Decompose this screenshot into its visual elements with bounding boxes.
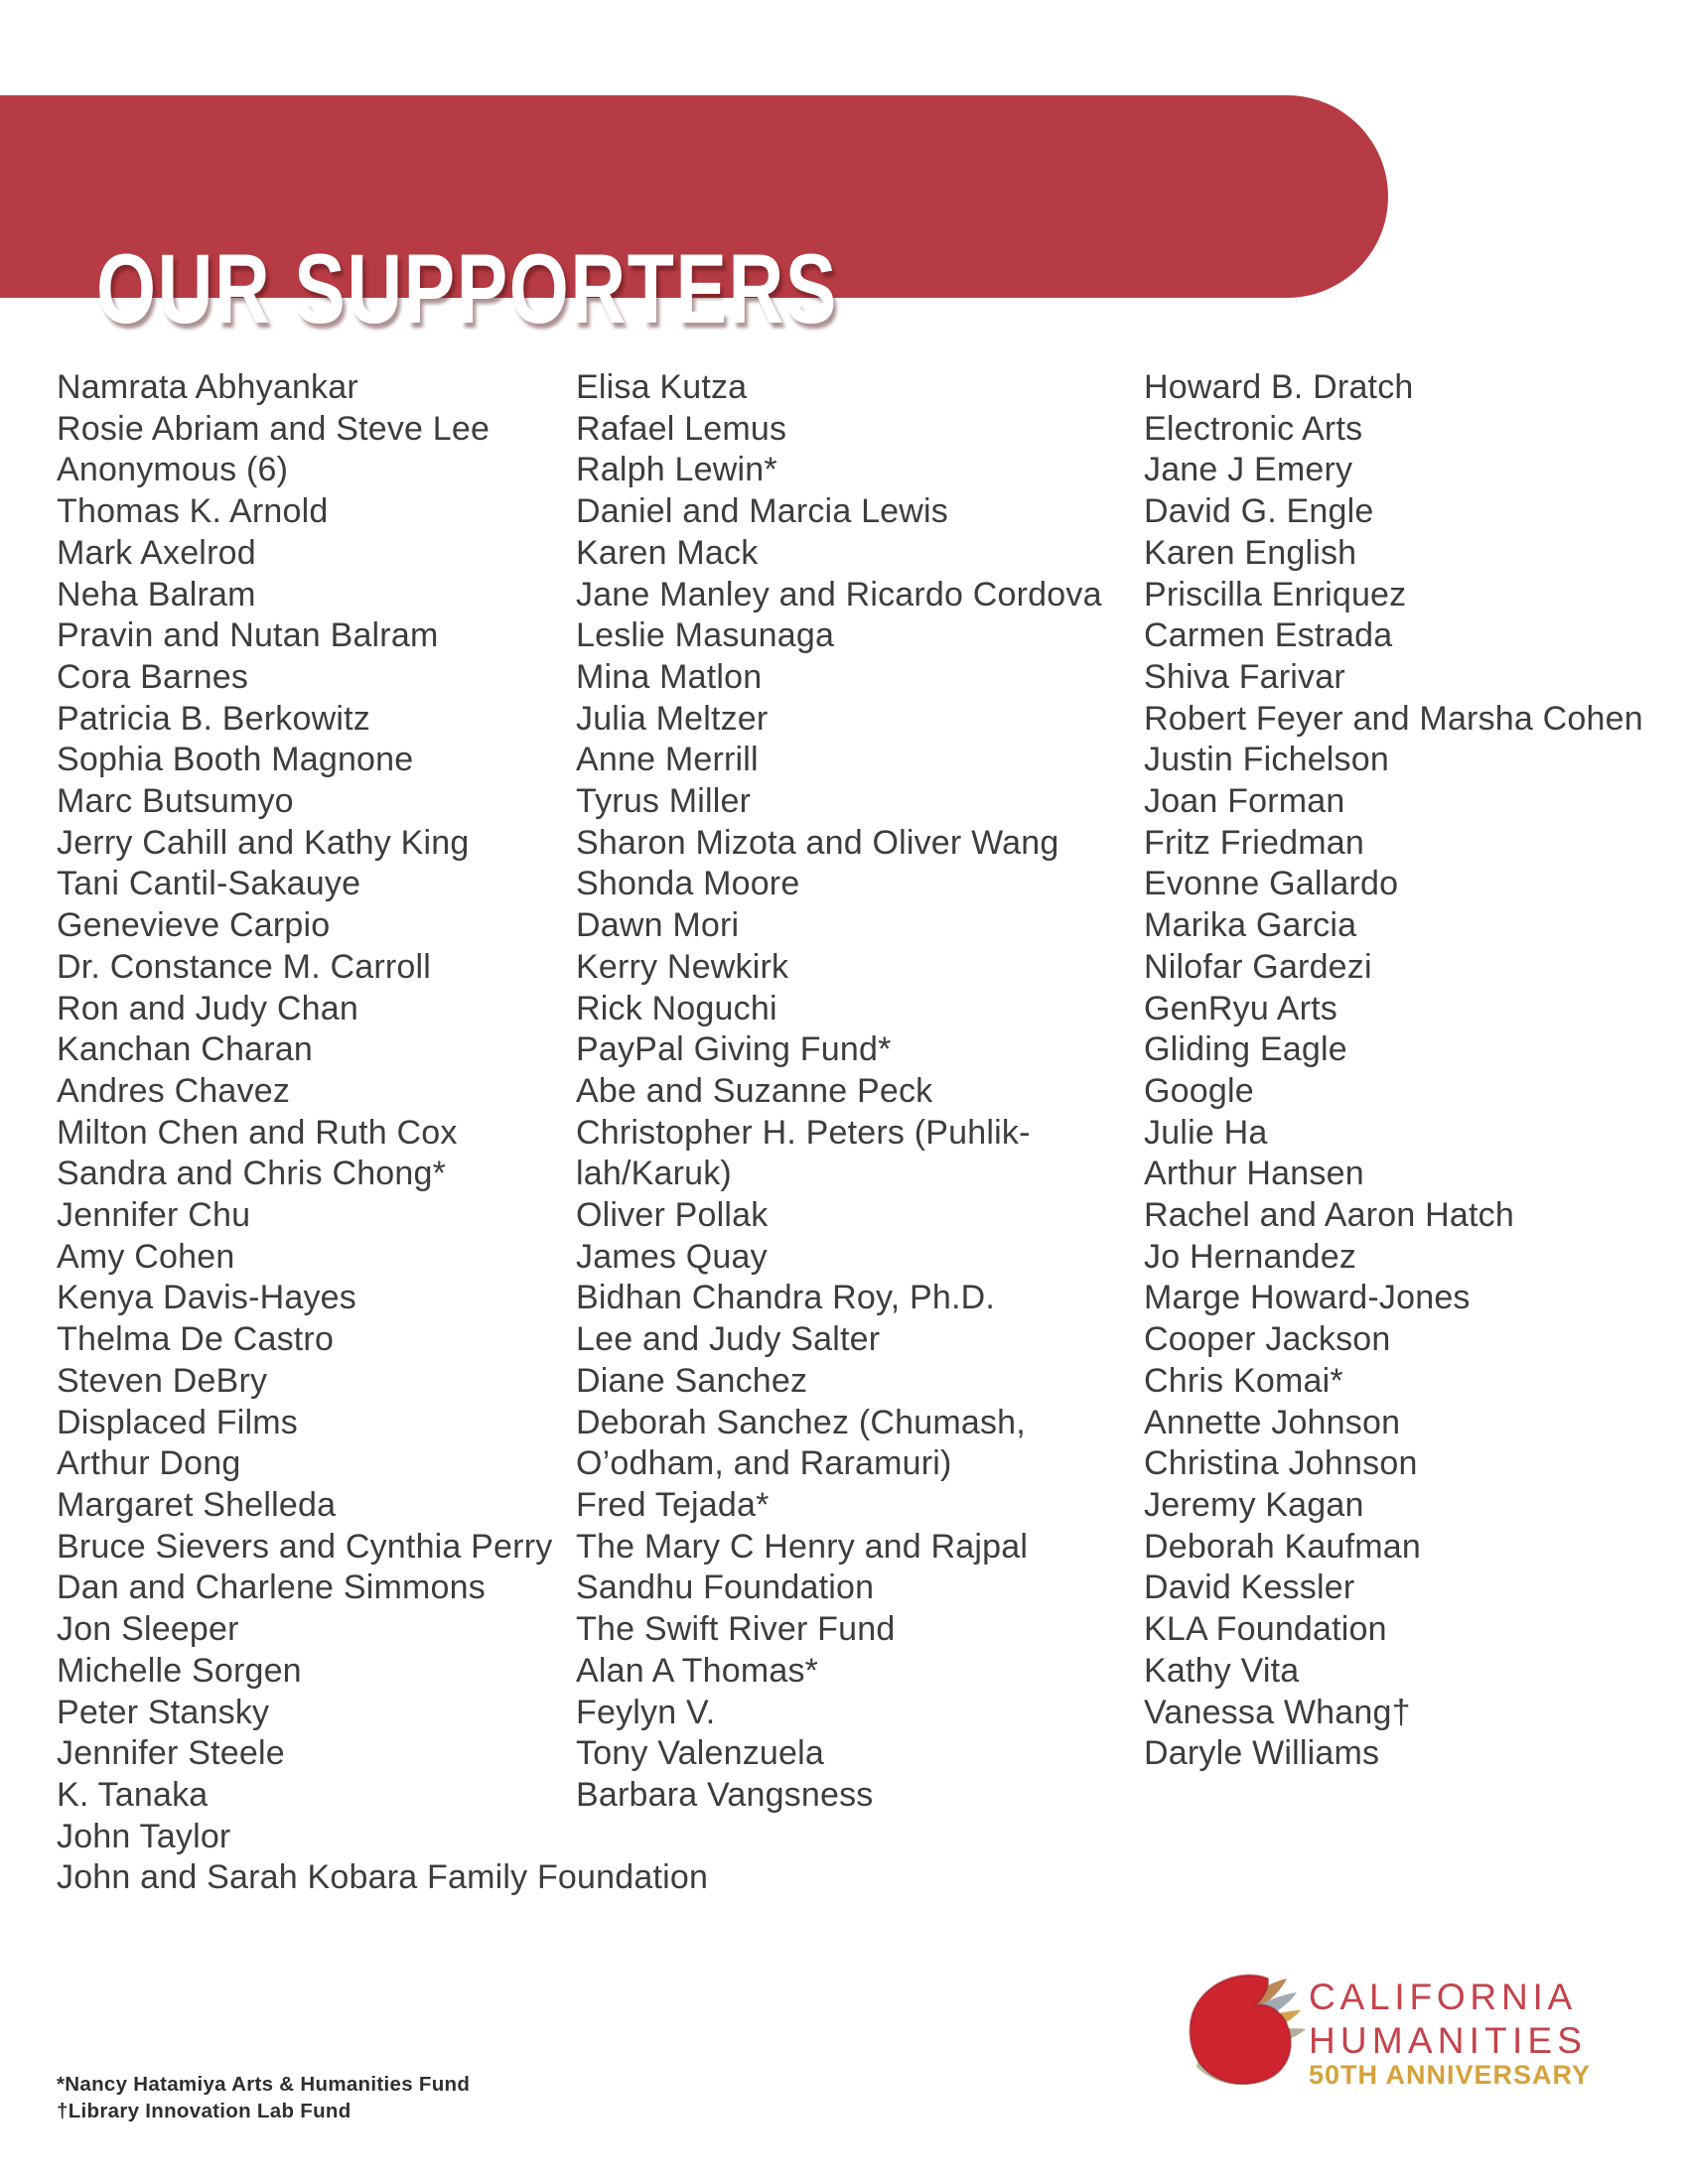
- supporter-name: Robert Feyer and Marsha Cohen: [1144, 699, 1643, 738]
- supporter-name: Peter Stansky: [57, 1693, 270, 1731]
- supporter-name: John and Sarah Kobara Family Foundation: [57, 1858, 709, 1897]
- supporter-name: Neha Balram: [57, 575, 256, 614]
- supporter-name: Christina Johnson: [1144, 1444, 1418, 1483]
- supporter-name: Lee and Judy Salter: [576, 1320, 881, 1359]
- flame-mark-icon: [1184, 1971, 1315, 2092]
- logo-anniversary-text: 50TH ANNIVERSARY: [1309, 2060, 1592, 2090]
- supporter-name: The Mary C Henry and Rajpal: [576, 1527, 1029, 1566]
- supporter-name: Jerry Cahill and Kathy King: [57, 823, 470, 862]
- page-banner: [0, 95, 1388, 343]
- supporter-name: Chris Komai*: [1144, 1361, 1343, 1400]
- supporter-name: Fritz Friedman: [1144, 823, 1364, 862]
- supporter-name: Margaret Shelleda: [57, 1485, 337, 1524]
- supporter-name: Arthur Hansen: [1144, 1155, 1364, 1193]
- supporter-name: Abe and Suzanne Peck: [576, 1071, 933, 1110]
- supporter-name: Karen Mack: [576, 533, 759, 572]
- supporter-name: Google: [1144, 1071, 1254, 1110]
- supporter-name: Dan and Charlene Simmons: [57, 1569, 486, 1607]
- supporter-name: Leslie Masunaga: [576, 616, 835, 655]
- supporter-name: Patricia B. Berkowitz: [57, 699, 370, 738]
- supporter-name: Genevieve Carpio: [57, 906, 331, 945]
- supporter-name: Rick Noguchi: [576, 989, 777, 1027]
- supporter-name: Sharon Mizota and Oliver Wang: [576, 823, 1059, 862]
- supporter-name: Shiva Farivar: [1144, 657, 1345, 696]
- supporter-name: Kanchan Charan: [57, 1030, 313, 1069]
- supporter-name: Namrata Abhyankar: [57, 368, 358, 406]
- supporter-name: Rafael Lemus: [576, 409, 787, 448]
- supporters-column-3: [1144, 367, 1643, 1775]
- supporter-name: Thomas K. Arnold: [57, 492, 329, 531]
- supporter-name: Sandra and Chris Chong*: [57, 1155, 447, 1193]
- footnotes: [57, 2071, 470, 2124]
- page-title: OUR SUPPORTERS: [96, 233, 838, 343]
- supporter-name: The Swift River Fund: [576, 1610, 896, 1649]
- supporter-name: Howard B. Dratch: [1144, 368, 1414, 406]
- supporter-name: Michelle Sorgen: [57, 1651, 302, 1690]
- supporter-name: Annette Johnson: [1144, 1403, 1401, 1441]
- supporter-name: Kathy Vita: [1144, 1651, 1300, 1690]
- supporter-name: Tyrus Miller: [576, 782, 752, 821]
- supporter-name: David G. Engle: [1144, 492, 1374, 531]
- supporter-name: Sandhu Foundation: [576, 1569, 875, 1607]
- supporter-name: Marc Butsumyo: [57, 782, 294, 821]
- supporter-name: Jennifer Chu: [57, 1196, 251, 1235]
- supporter-name: Jennifer Steele: [57, 1734, 285, 1773]
- supporter-name: Daryle Williams: [1144, 1734, 1380, 1773]
- supporter-name: K. Tanaka: [57, 1775, 209, 1814]
- supporter-name: PayPal Giving Fund*: [576, 1030, 892, 1069]
- supporter-name: Displaced Films: [57, 1403, 298, 1441]
- supporter-name: Milton Chen and Ruth Cox: [57, 1113, 458, 1152]
- supporter-name: Dr. Constance M. Carroll: [57, 947, 432, 986]
- supporter-name: Feylyn V.: [576, 1693, 716, 1731]
- supporter-name: Amy Cohen: [57, 1237, 235, 1276]
- supporter-name: Marika Garcia: [1144, 906, 1357, 945]
- supporter-name: Mark Axelrod: [57, 533, 256, 572]
- supporter-name: Dawn Mori: [576, 906, 740, 945]
- supporter-name: Jane Manley and Ricardo Cordova: [576, 575, 1102, 614]
- supporter-name: Bruce Sievers and Cynthia Perry: [57, 1527, 553, 1566]
- supporter-name: Rosie Abriam and Steve Lee: [57, 409, 491, 448]
- supporters-column-2: [576, 367, 1102, 1817]
- supporter-name: Karen English: [1144, 533, 1357, 572]
- supporter-name: lah/Karuk): [576, 1155, 732, 1193]
- supporter-name: Jon Sleeper: [57, 1610, 239, 1649]
- supporter-name: Kenya Davis-Hayes: [57, 1279, 356, 1317]
- supporter-name: Justin Fichelson: [1144, 741, 1389, 779]
- supporter-name: Priscilla Enriquez: [1144, 575, 1407, 614]
- supporter-name: Bidhan Chandra Roy, Ph.D.: [576, 1279, 996, 1317]
- supporter-name: KLA Foundation: [1144, 1610, 1387, 1649]
- supporter-name: Tony Valenzuela: [576, 1734, 824, 1773]
- supporter-name: Joan Forman: [1144, 782, 1345, 821]
- supporter-name: Marge Howard-Jones: [1144, 1279, 1471, 1317]
- supporter-name: Cora Barnes: [57, 657, 249, 696]
- supporter-name: Thelma De Castro: [57, 1320, 335, 1359]
- supporter-name: Alan A Thomas*: [576, 1651, 819, 1690]
- supporter-name: Deborah Kaufman: [1144, 1527, 1421, 1566]
- supporter-name: Christopher H. Peters (Puhlik-: [576, 1113, 1031, 1152]
- supporter-name: Oliver Pollak: [576, 1196, 769, 1235]
- supporter-name: Tani Cantil-Sakauye: [57, 865, 361, 903]
- logo-california-text: CALIFORNIA: [1309, 1977, 1578, 2017]
- supporter-name: Evonne Gallardo: [1144, 865, 1399, 903]
- supporter-name: Jane J Emery: [1144, 451, 1353, 489]
- footnote-hatamiya-fund: *Nancy Hatamiya Arts & Humanities Fund: [57, 2073, 471, 2096]
- supporter-name: Anonymous (6): [57, 451, 289, 489]
- supporter-name: Barbara Vangsness: [576, 1775, 874, 1814]
- supporter-name: O’odham, and Raramuri): [576, 1444, 952, 1483]
- supporter-name: Arthur Dong: [57, 1444, 241, 1483]
- supporter-name: Deborah Sanchez (Chumash,: [576, 1403, 1026, 1441]
- supporter-name: Diane Sanchez: [576, 1361, 808, 1400]
- supporter-name: Julia Meltzer: [576, 699, 769, 738]
- supporter-name: Gliding Eagle: [1144, 1030, 1347, 1069]
- supporter-name: Ralph Lewin*: [576, 451, 777, 489]
- supporter-name: Mina Matlon: [576, 657, 763, 696]
- supporter-name: Andres Chavez: [57, 1071, 291, 1110]
- supporter-name: John Taylor: [57, 1817, 231, 1855]
- supporter-name: Daniel and Marcia Lewis: [576, 492, 948, 531]
- supporter-name: Anne Merrill: [576, 741, 759, 779]
- footnote-library-lab-fund: †Library Innovation Lab Fund: [57, 2100, 352, 2122]
- supporter-name: Sophia Booth Magnone: [57, 741, 414, 779]
- supporter-name: Jeremy Kagan: [1144, 1485, 1364, 1524]
- supporter-name: Elisa Kutza: [576, 368, 748, 406]
- supporter-name: James Quay: [576, 1237, 768, 1276]
- supporter-name: Vanessa Whang†: [1144, 1693, 1411, 1731]
- supporter-name: Electronic Arts: [1144, 409, 1363, 448]
- supporter-name: Kerry Newkirk: [576, 947, 789, 986]
- supporter-name: Pravin and Nutan Balram: [57, 616, 439, 655]
- supporter-name: Jo Hernandez: [1144, 1237, 1357, 1276]
- supporter-name: Shonda Moore: [576, 865, 800, 903]
- supporter-name: Carmen Estrada: [1144, 616, 1393, 655]
- supporter-name: GenRyu Arts: [1144, 989, 1337, 1027]
- supporter-name: Cooper Jackson: [1144, 1320, 1391, 1359]
- supporter-name: Rachel and Aaron Hatch: [1144, 1196, 1514, 1235]
- supporter-name: Ron and Judy Chan: [57, 989, 358, 1027]
- supporter-name: Nilofar Gardezi: [1144, 947, 1372, 986]
- supporter-name: David Kessler: [1144, 1569, 1355, 1607]
- logo-humanities-text: HUMANITIES: [1309, 2020, 1588, 2061]
- supporter-name: Steven DeBry: [57, 1361, 268, 1400]
- supporter-name: Fred Tejada*: [576, 1485, 770, 1524]
- supporter-name: Julie Ha: [1144, 1113, 1268, 1152]
